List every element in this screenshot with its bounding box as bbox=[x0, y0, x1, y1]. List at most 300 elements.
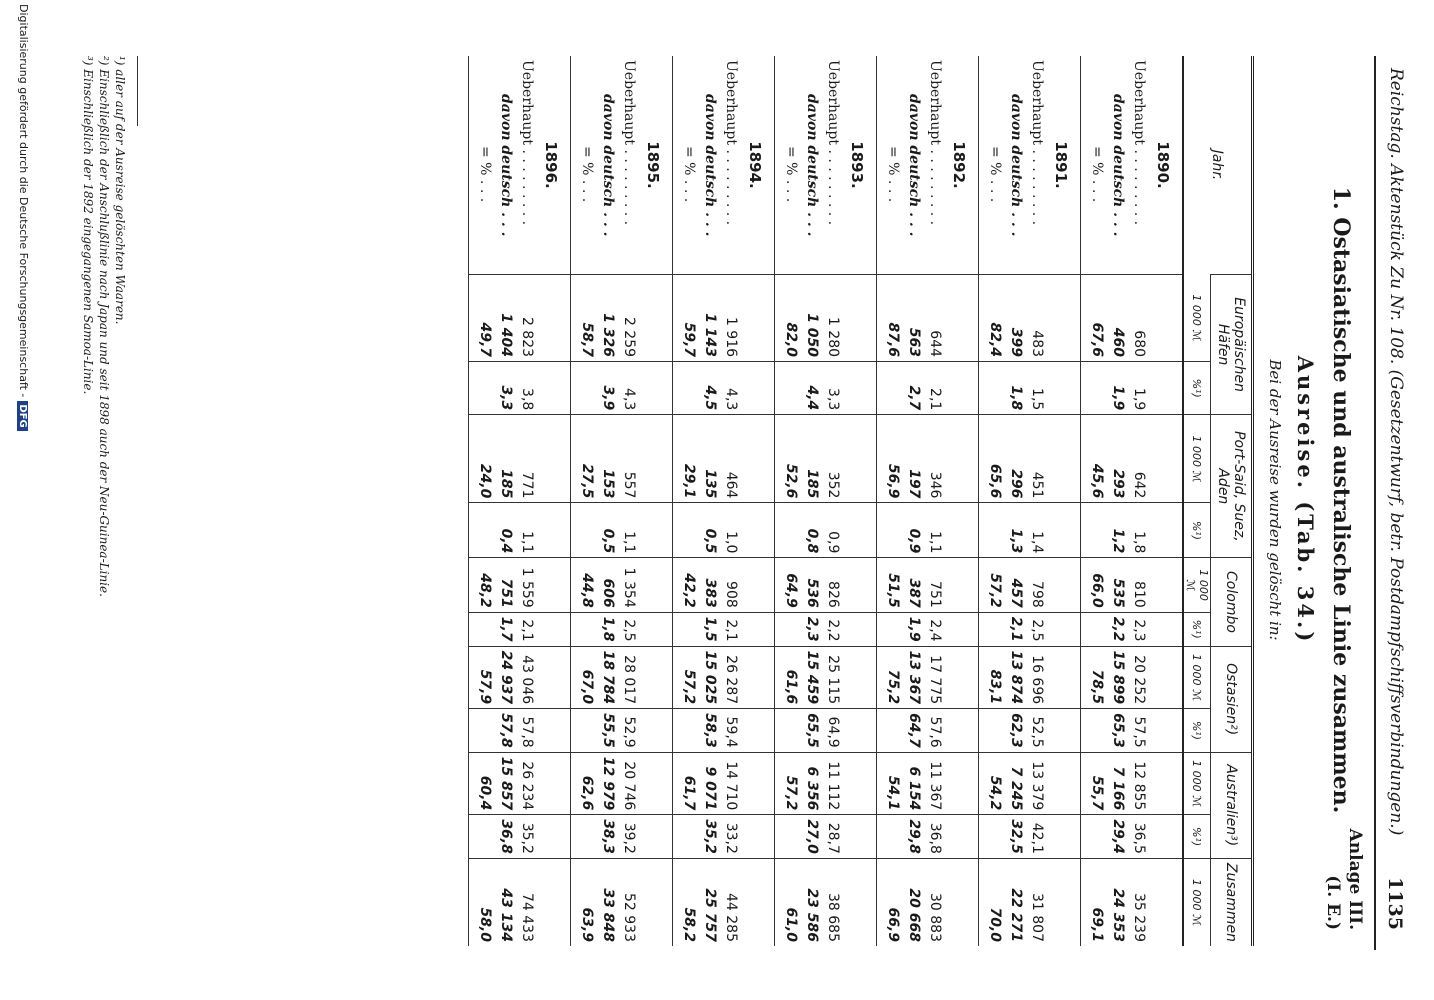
value-cell: 606 bbox=[598, 558, 619, 612]
empty-cell bbox=[538, 858, 571, 946]
pct-cell bbox=[979, 612, 1007, 646]
pct-cell bbox=[877, 362, 905, 415]
value-cell: 61,0 bbox=[775, 858, 803, 946]
unit-value: 1 000 ℳ bbox=[1183, 858, 1211, 946]
empty-cell bbox=[946, 558, 979, 612]
pct-cell bbox=[1081, 503, 1109, 558]
value-cell: 751 bbox=[925, 558, 946, 612]
value-cell: 798 bbox=[1027, 558, 1048, 612]
pct-cell: 2,7 bbox=[904, 362, 925, 415]
pct-cell: 1,8 bbox=[1129, 503, 1150, 558]
value-cell: 642 bbox=[1129, 415, 1150, 503]
value-cell: 67,0 bbox=[571, 646, 599, 709]
pct-cell: 2,3 bbox=[802, 612, 823, 646]
value-cell: 42,2 bbox=[673, 558, 701, 612]
value-cell: 7 245 bbox=[1006, 752, 1027, 815]
pct-cell bbox=[979, 709, 1007, 753]
pct-cell bbox=[877, 815, 905, 859]
pct-cell: 1,2 bbox=[1108, 503, 1129, 558]
year-title-row bbox=[946, 56, 979, 946]
digitization-text: Digitalisierung gefördert durch die Deutsche Forschungsgemeinschaft - bbox=[17, 4, 30, 398]
pct-cell: 2,5 bbox=[619, 612, 640, 646]
value-cell: 20 668 bbox=[904, 858, 925, 946]
footnote-2: ²) Einschließlich der Anschlußlinie nach Japan und seit 1898 auch der Neu-Guinea-Linie. bbox=[97, 56, 111, 597]
value-cell: 31 807 bbox=[1027, 858, 1048, 946]
year-block bbox=[571, 56, 673, 946]
empty-cell bbox=[946, 362, 979, 415]
year-label: 1895. bbox=[644, 141, 662, 189]
pct-cell: 1,1 bbox=[619, 503, 640, 558]
unit-value: 1 000 ℳ bbox=[1183, 415, 1211, 503]
year-title-row bbox=[1150, 56, 1183, 946]
page-header bbox=[1234, 0, 1434, 1000]
pct-cell bbox=[775, 709, 803, 753]
footnotes bbox=[80, 56, 128, 936]
pct-cell: 1,1 bbox=[925, 503, 946, 558]
value-cell: 197 bbox=[904, 415, 925, 503]
pct-cell: 1,7 bbox=[496, 612, 517, 646]
value-cell: 24 353 bbox=[1108, 858, 1129, 946]
value-cell: 185 bbox=[496, 415, 517, 503]
pct-cell bbox=[571, 362, 599, 415]
value-cell: 153 bbox=[598, 415, 619, 503]
empty-cell bbox=[1150, 752, 1183, 815]
value-cell: 17 775 bbox=[925, 646, 946, 709]
empty-cell bbox=[640, 815, 673, 859]
section-subtitle: Ausreise. (Tab. 34.) bbox=[1293, 355, 1318, 645]
row-label: davon deutsch . . . bbox=[1008, 94, 1025, 237]
empty-cell bbox=[538, 752, 571, 815]
page-number: 1135 bbox=[1384, 877, 1406, 930]
value-cell: 15 857 bbox=[496, 752, 517, 815]
empty-cell bbox=[946, 815, 979, 859]
pct-cell bbox=[469, 815, 497, 859]
empty-cell bbox=[640, 558, 673, 612]
value-cell: 1 326 bbox=[598, 275, 619, 362]
empty-cell bbox=[1048, 558, 1081, 612]
table-row bbox=[1129, 56, 1150, 946]
value-cell: 63,9 bbox=[571, 858, 599, 946]
pct-cell: 0,9 bbox=[823, 503, 844, 558]
empty-cell bbox=[742, 815, 775, 859]
value-cell: 383 bbox=[700, 558, 721, 612]
value-cell: 83,1 bbox=[979, 646, 1007, 709]
value-cell: 82,0 bbox=[775, 275, 803, 362]
value-cell: 57,2 bbox=[979, 558, 1007, 612]
row-label: davon deutsch . . . bbox=[804, 94, 821, 237]
value-cell: 9 071 bbox=[700, 752, 721, 815]
row-label: Ueberhaupt . . . . . . . . . bbox=[723, 60, 740, 226]
empty-cell bbox=[538, 815, 571, 859]
pct-cell bbox=[673, 503, 701, 558]
value-cell: 26 234 bbox=[517, 752, 538, 815]
pct-cell bbox=[775, 612, 803, 646]
value-cell: 24 937 bbox=[496, 646, 517, 709]
col-australien: Australien³) bbox=[1211, 752, 1253, 858]
year-block bbox=[877, 56, 979, 946]
empty-cell bbox=[946, 709, 979, 753]
unit-pct: %¹) bbox=[1183, 612, 1211, 646]
value-cell: 54,2 bbox=[979, 752, 1007, 815]
empty-cell bbox=[742, 275, 775, 362]
pct-cell: 52,9 bbox=[619, 709, 640, 753]
value-cell: 557 bbox=[619, 415, 640, 503]
value-cell: 70,0 bbox=[979, 858, 1007, 946]
value-cell: 399 bbox=[1006, 275, 1027, 362]
empty-cell bbox=[844, 275, 877, 362]
value-cell: 78,5 bbox=[1081, 646, 1109, 709]
statistics-table bbox=[468, 56, 1254, 946]
table-row bbox=[598, 56, 619, 946]
value-cell: 1 404 bbox=[496, 275, 517, 362]
value-cell: 11 112 bbox=[823, 752, 844, 815]
pct-cell: 4,3 bbox=[721, 362, 742, 415]
empty-cell bbox=[742, 612, 775, 646]
value-cell: 57,2 bbox=[673, 646, 701, 709]
row-label: = % . . . bbox=[681, 146, 698, 203]
year-label: 1892. bbox=[950, 141, 968, 189]
value-cell: 352 bbox=[823, 415, 844, 503]
empty-cell bbox=[1048, 503, 1081, 558]
empty-cell bbox=[640, 752, 673, 815]
pct-cell: 1,9 bbox=[904, 612, 925, 646]
table-row bbox=[469, 56, 497, 946]
pct-cell: 57,5 bbox=[1129, 709, 1150, 753]
header-rule bbox=[1374, 56, 1376, 950]
anlage-title: Anlage III. bbox=[1345, 828, 1365, 930]
pct-cell: 36,8 bbox=[496, 815, 517, 859]
pct-cell: 3,9 bbox=[598, 362, 619, 415]
pct-cell: 64,7 bbox=[904, 709, 925, 753]
value-cell: 20 252 bbox=[1129, 646, 1150, 709]
empty-cell bbox=[538, 362, 571, 415]
pct-cell bbox=[775, 362, 803, 415]
value-cell: 16 696 bbox=[1027, 646, 1048, 709]
pct-cell: 0,8 bbox=[802, 503, 823, 558]
value-cell: 13 874 bbox=[1006, 646, 1027, 709]
pct-cell: 1,9 bbox=[1108, 362, 1129, 415]
empty-cell bbox=[1150, 709, 1183, 753]
pct-cell: 57,6 bbox=[925, 709, 946, 753]
table-row bbox=[802, 56, 823, 946]
empty-cell bbox=[1150, 646, 1183, 709]
value-cell: 644 bbox=[925, 275, 946, 362]
pct-cell: 32,5 bbox=[1006, 815, 1027, 859]
value-cell: 45,6 bbox=[1081, 415, 1109, 503]
empty-cell bbox=[844, 815, 877, 859]
year-label: 1893. bbox=[848, 141, 866, 189]
value-cell: 13 367 bbox=[904, 646, 925, 709]
anlage-sub: (I. E.) bbox=[1323, 875, 1343, 930]
empty-cell bbox=[1048, 362, 1081, 415]
empty-cell bbox=[1150, 858, 1183, 946]
row-label: Ueberhaupt . . . . . . . . . bbox=[621, 60, 638, 226]
value-cell: 6 356 bbox=[802, 752, 823, 815]
empty-cell bbox=[946, 415, 979, 503]
table-row bbox=[877, 56, 905, 946]
value-cell: 61,7 bbox=[673, 752, 701, 815]
pct-cell bbox=[673, 815, 701, 859]
unit-pct: %¹) bbox=[1183, 709, 1211, 753]
col-ostasien: Ostasien²) bbox=[1211, 646, 1253, 752]
pct-cell: 33,2 bbox=[721, 815, 742, 859]
value-cell: 28 017 bbox=[619, 646, 640, 709]
pct-cell: 52,5 bbox=[1027, 709, 1048, 753]
row-label: = % . . . bbox=[987, 146, 1004, 203]
table-row bbox=[775, 56, 803, 946]
table-row bbox=[700, 56, 721, 946]
value-cell: 69,1 bbox=[1081, 858, 1109, 946]
pct-cell: 35,2 bbox=[517, 815, 538, 859]
value-cell: 12 979 bbox=[598, 752, 619, 815]
pct-cell bbox=[979, 815, 1007, 859]
empty-cell bbox=[946, 646, 979, 709]
empty-cell bbox=[1150, 815, 1183, 859]
value-cell: 18 784 bbox=[598, 646, 619, 709]
running-title: Reichstag. Aktenstück Zu Nr. 108. (Gesetzentwurf, betr. Postdampfschiffsverbindungen.) bbox=[1386, 68, 1406, 836]
pct-cell bbox=[877, 709, 905, 753]
year-block bbox=[469, 56, 571, 946]
row-label: davon deutsch . . . bbox=[600, 94, 617, 237]
table-row bbox=[979, 56, 1007, 946]
value-cell: 57,9 bbox=[469, 646, 497, 709]
row-label: = % . . . bbox=[579, 146, 596, 203]
pct-cell: 4,3 bbox=[619, 362, 640, 415]
empty-cell bbox=[946, 752, 979, 815]
empty-cell bbox=[1150, 362, 1183, 415]
value-cell: 563 bbox=[904, 275, 925, 362]
pct-cell: 1,0 bbox=[721, 503, 742, 558]
value-cell: 58,0 bbox=[469, 858, 497, 946]
value-cell: 58,7 bbox=[571, 275, 599, 362]
footnote-3: ³) Einschließlich der 1892 eingegangenen Samoa-Linie. bbox=[81, 56, 95, 395]
pct-cell bbox=[1081, 612, 1109, 646]
value-cell: 680 bbox=[1129, 275, 1150, 362]
value-cell: 483 bbox=[1027, 275, 1048, 362]
unit-pct: %¹) bbox=[1183, 362, 1211, 415]
row-label: Ueberhaupt . . . . . . . . . bbox=[825, 60, 842, 226]
table-row bbox=[1081, 56, 1109, 946]
value-cell: 26 287 bbox=[721, 646, 742, 709]
empty-cell bbox=[538, 503, 571, 558]
empty-cell bbox=[1048, 612, 1081, 646]
pct-cell: 59,4 bbox=[721, 709, 742, 753]
empty-cell bbox=[640, 362, 673, 415]
pct-cell bbox=[469, 612, 497, 646]
pct-cell bbox=[571, 612, 599, 646]
pct-cell: 58,3 bbox=[700, 709, 721, 753]
pct-cell: 0,9 bbox=[904, 503, 925, 558]
value-cell: 20 746 bbox=[619, 752, 640, 815]
col-portsaid: Port-Said, Suez, Aden bbox=[1211, 415, 1253, 558]
pct-cell bbox=[979, 503, 1007, 558]
empty-cell bbox=[742, 362, 775, 415]
empty-cell bbox=[946, 275, 979, 362]
table-row bbox=[823, 56, 844, 946]
value-cell: 15 899 bbox=[1108, 646, 1129, 709]
value-cell: 22 271 bbox=[1006, 858, 1027, 946]
value-cell: 535 bbox=[1108, 558, 1129, 612]
pct-cell: 1,5 bbox=[1027, 362, 1048, 415]
value-cell: 57,2 bbox=[775, 752, 803, 815]
value-cell: 2 259 bbox=[619, 275, 640, 362]
table-row bbox=[721, 56, 742, 946]
pct-cell bbox=[775, 503, 803, 558]
row-label: davon deutsch . . . bbox=[906, 94, 923, 237]
value-cell: 1 916 bbox=[721, 275, 742, 362]
value-cell: 87,6 bbox=[877, 275, 905, 362]
year-header: Jahr. bbox=[1209, 149, 1226, 181]
row-label: = % . . . bbox=[1089, 146, 1106, 203]
pct-cell bbox=[1081, 709, 1109, 753]
pct-cell bbox=[469, 362, 497, 415]
year-block bbox=[1081, 56, 1184, 946]
value-cell: 135 bbox=[700, 415, 721, 503]
value-cell: 27,5 bbox=[571, 415, 599, 503]
value-cell: 451 bbox=[1027, 415, 1048, 503]
year-label: 1891. bbox=[1052, 141, 1070, 189]
pct-cell: 57,8 bbox=[517, 709, 538, 753]
table-row bbox=[1006, 56, 1027, 946]
table-head bbox=[1183, 56, 1253, 946]
empty-cell bbox=[946, 503, 979, 558]
empty-cell bbox=[640, 275, 673, 362]
pct-cell: 4,4 bbox=[802, 362, 823, 415]
value-cell: 60,4 bbox=[469, 752, 497, 815]
value-cell: 43 046 bbox=[517, 646, 538, 709]
pct-cell: 0,5 bbox=[598, 503, 619, 558]
value-cell: 460 bbox=[1108, 275, 1129, 362]
value-cell: 12 855 bbox=[1129, 752, 1150, 815]
value-cell: 25 757 bbox=[700, 858, 721, 946]
row-label: davon deutsch . . . bbox=[1110, 94, 1127, 237]
empty-cell bbox=[742, 503, 775, 558]
empty-cell bbox=[844, 612, 877, 646]
empty-cell bbox=[640, 612, 673, 646]
row-label: Ueberhaupt . . . . . . . . . bbox=[927, 60, 944, 226]
empty-cell bbox=[538, 709, 571, 753]
value-cell: 52 933 bbox=[619, 858, 640, 946]
value-cell: 185 bbox=[802, 415, 823, 503]
pct-cell: 1,8 bbox=[1006, 362, 1027, 415]
empty-cell bbox=[538, 275, 571, 362]
row-label: davon deutsch . . . bbox=[702, 94, 719, 237]
value-cell: 536 bbox=[802, 558, 823, 612]
empty-cell bbox=[742, 858, 775, 946]
pct-cell bbox=[571, 815, 599, 859]
pct-cell bbox=[775, 815, 803, 859]
unit-value: 1 000 ℳ bbox=[1183, 646, 1211, 709]
empty-cell bbox=[946, 858, 979, 946]
pct-cell: 2,5 bbox=[1027, 612, 1048, 646]
unit-pct: %¹) bbox=[1183, 815, 1211, 859]
empty-cell bbox=[1048, 752, 1081, 815]
empty-cell bbox=[1048, 415, 1081, 503]
empty-cell bbox=[1048, 858, 1081, 946]
table-note: Bei der Ausreise wurden gelöscht in: bbox=[1266, 359, 1284, 641]
pct-cell bbox=[877, 503, 905, 558]
pct-cell: 2,1 bbox=[517, 612, 538, 646]
year-block bbox=[775, 56, 877, 946]
empty-cell bbox=[1150, 415, 1183, 503]
value-cell: 74 433 bbox=[517, 858, 538, 946]
pct-cell: 3,3 bbox=[823, 362, 844, 415]
value-cell: 82,4 bbox=[979, 275, 1007, 362]
pct-cell: 38,3 bbox=[598, 815, 619, 859]
row-label: = % . . . bbox=[783, 146, 800, 203]
value-cell: 810 bbox=[1129, 558, 1150, 612]
footnote-1: ¹) aller auf der Ausreise gelöschten Waaren. bbox=[113, 56, 127, 325]
empty-cell bbox=[538, 612, 571, 646]
value-cell: 6 154 bbox=[904, 752, 925, 815]
value-cell: 44,8 bbox=[571, 558, 599, 612]
col-colombo: Colombo bbox=[1211, 558, 1253, 646]
value-cell: 23 586 bbox=[802, 858, 823, 946]
year-title-row bbox=[1048, 56, 1081, 946]
pct-cell: 3,3 bbox=[496, 362, 517, 415]
col-zusammen: Zusammen bbox=[1211, 858, 1253, 946]
value-cell: 751 bbox=[496, 558, 517, 612]
value-cell: 1 280 bbox=[823, 275, 844, 362]
value-cell: 464 bbox=[721, 415, 742, 503]
year-label: 1890. bbox=[1154, 141, 1172, 189]
unit-value: 1 000 ℳ bbox=[1183, 752, 1211, 815]
value-cell: 1 354 bbox=[619, 558, 640, 612]
row-label: Ueberhaupt . . . . . . . . . bbox=[1029, 60, 1046, 226]
empty-cell bbox=[538, 558, 571, 612]
pct-cell: 62,3 bbox=[1006, 709, 1027, 753]
year-title-row bbox=[538, 56, 571, 946]
unit-value: 1 000 ℳ bbox=[1183, 275, 1211, 362]
value-cell: 54,1 bbox=[877, 752, 905, 815]
empty-cell bbox=[640, 503, 673, 558]
value-cell: 387 bbox=[904, 558, 925, 612]
pct-cell: 1,9 bbox=[1129, 362, 1150, 415]
row-label: = % . . . bbox=[477, 146, 494, 203]
empty-cell bbox=[844, 858, 877, 946]
value-cell: 56,9 bbox=[877, 415, 905, 503]
value-cell: 38 685 bbox=[823, 858, 844, 946]
value-cell: 67,6 bbox=[1081, 275, 1109, 362]
empty-cell bbox=[742, 415, 775, 503]
footnote-rule bbox=[137, 56, 138, 126]
value-cell: 2 823 bbox=[517, 275, 538, 362]
row-label: davon deutsch . . . bbox=[498, 94, 515, 237]
empty-cell bbox=[742, 752, 775, 815]
pct-cell bbox=[673, 362, 701, 415]
pct-cell: 35,2 bbox=[700, 815, 721, 859]
pct-cell: 0,5 bbox=[700, 503, 721, 558]
year-title-row bbox=[844, 56, 877, 946]
pct-cell bbox=[673, 709, 701, 753]
pct-cell: 36,8 bbox=[925, 815, 946, 859]
pct-cell: 29,4 bbox=[1108, 815, 1129, 859]
value-cell: 66,0 bbox=[1081, 558, 1109, 612]
empty-cell bbox=[640, 709, 673, 753]
value-cell: 1 559 bbox=[517, 558, 538, 612]
empty-cell bbox=[844, 709, 877, 753]
pct-cell bbox=[979, 362, 1007, 415]
section-title: 1. Ostasiatische und australische Linie zusammen. bbox=[1328, 186, 1354, 814]
empty-cell bbox=[742, 709, 775, 753]
year-block bbox=[673, 56, 775, 946]
empty-cell bbox=[1150, 503, 1183, 558]
pct-cell bbox=[1081, 362, 1109, 415]
value-cell: 346 bbox=[925, 415, 946, 503]
value-cell: 75,2 bbox=[877, 646, 905, 709]
value-cell: 7 166 bbox=[1108, 752, 1129, 815]
value-cell: 65,6 bbox=[979, 415, 1007, 503]
